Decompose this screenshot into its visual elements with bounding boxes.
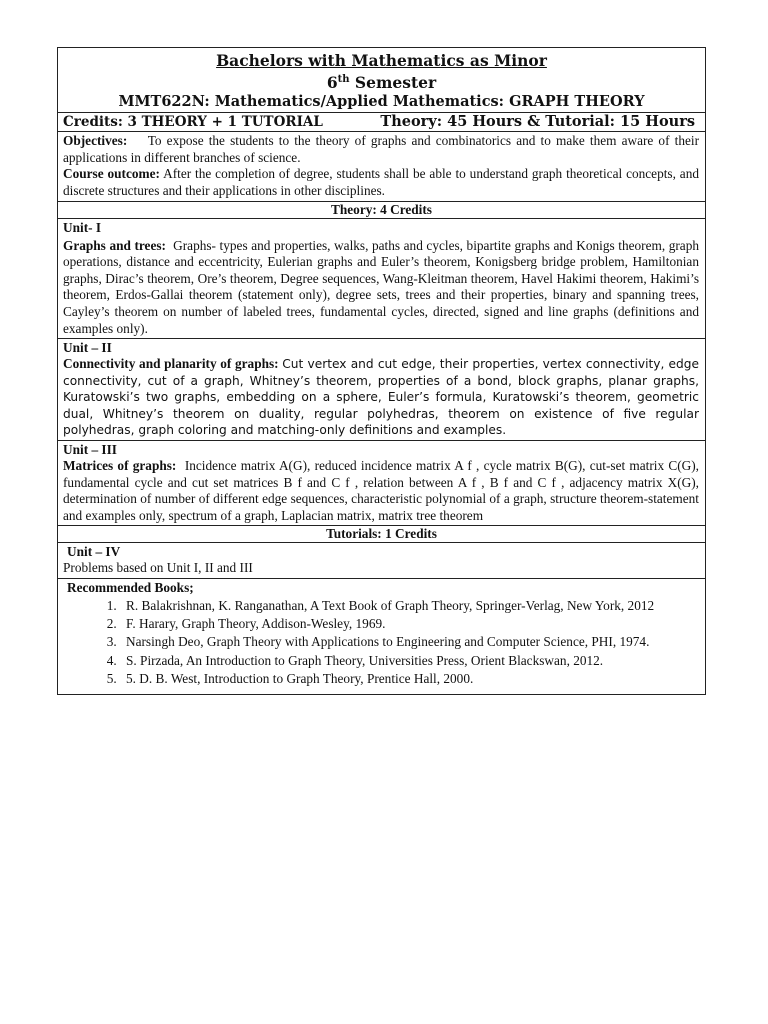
credits-right: Theory: 45 Hours & Tutorial: 15 Hours — [380, 113, 695, 131]
semester-number: 6 — [326, 73, 338, 93]
unit-3-text: Incidence matrix A(G), reduced incidence matrix A f , cycle matrix B(G), cut-set matrix C(G), fundamental cycle and cut set matrices B f and C f , relation between A f , B f and C f , adjacency matrix X(G), determination of number of different edge sequences, characteristic polynomial of a graph, structure theorem-statement and examples only, spectrum of a graph, Laplacian matrix, matrix tree theorem — [63, 458, 699, 523]
tutorial-heading: Tutorials: 1 Credits — [58, 526, 705, 543]
unit-3-block — [58, 441, 705, 526]
unit-4-block — [58, 543, 705, 579]
unit-4-title: Unit – IV — [67, 544, 121, 560]
outcome-paragraph — [63, 166, 699, 199]
unit-2-text: Cut vertex and cut edge, their properties, vertex connectivity, edge connectivity, cut of a graph, Whitney’s theorem, properties of a bond, block graphs, planar graphs, Kuratowski’s two graphs, embedding on a sphere, Euler’s formula, Kuratowski’s theorem, geometric dual, Whitney’s theorem on duality, regular polyhedras, theorem on existence of five regular polyhedras, graph coloring and matching-only definitions and examples. — [63, 357, 700, 438]
semester-title — [58, 70, 705, 92]
program-title-text: Bachelors with Mathematics as Minor — [216, 51, 547, 70]
objectives-label: Objectives: — [63, 133, 128, 149]
unit-3-body — [63, 458, 699, 524]
credits-left: Credits: 3 THEORY + 1 TUTORIAL — [63, 114, 323, 131]
objectives-paragraph — [63, 133, 699, 166]
unit-1-text: Graphs- types and properties, walks, paths and cycles, bipartite graphs and Konigs theorem, graph operations, distance and eccentricity, Eulerian graphs and Euler’s theorem, Konigsberg bridge problem, Hamiltonian graphs, Dirac’s theorem, Ore’s theorem, Degree sequences, Wang-Kleitman theorem, Havel Hakimi theorem, Hakimi’s theorem, Erdos-Gallai theorem (statement only), degree sets, trees and their properties, binary and spanning trees, Cayley’s theorem on number of labeled trees, fundamental cycles, directed, signed and line graphs (definitions and examples only). — [63, 237, 699, 336]
unit-1-title: Unit- I — [63, 219, 102, 235]
outcome-label: Course outcome: — [63, 166, 160, 182]
book-item: 1. R. Balakrishnan, K. Ranganathan, A Text Book of Graph Theory, Springer-Verlag, New York, 2012 — [120, 597, 699, 615]
credits-row — [58, 113, 705, 132]
program-title — [58, 48, 705, 70]
semester-suffix: th — [337, 74, 350, 85]
book-item: 2. F. Harary, Graph Theory, Addison-Wesley, 1969. — [120, 615, 699, 633]
semester-word: Semester — [349, 73, 437, 93]
books-heading: Recommended Books; — [67, 580, 194, 596]
course-code: MMT622N: Mathematics/Applied Mathematics: GRAPH THEORY — [118, 93, 645, 111]
unit-1-body — [63, 238, 699, 338]
unit-2-topic: Connectivity and planarity of graphs: — [63, 356, 279, 372]
unit-4-text: Problems based on Unit I, II and III — [63, 560, 253, 576]
syllabus-table — [57, 47, 706, 695]
theory-heading: Theory: 4 Credits — [58, 202, 705, 219]
unit-2-body — [63, 356, 699, 439]
books-block — [58, 579, 705, 694]
book-item: 3. Narsingh Deo, Graph Theory with Applications to Engineering and Computer Science, PHI, 1974. — [120, 633, 699, 651]
books-list — [67, 597, 699, 688]
unit-1-topic: Graphs and trees: — [63, 237, 166, 253]
unit-2-block — [58, 339, 705, 441]
header-block — [58, 48, 705, 113]
unit-2-title: Unit – II — [63, 340, 112, 356]
book-item: 4. S. Pirzada, An Introduction to Graph Theory, Universities Press, Orient Blackswan, 2012. — [120, 652, 699, 670]
unit-3-title: Unit – III — [63, 442, 117, 458]
objectives-block — [58, 132, 705, 201]
book-item: 5. 5. D. B. West, Introduction to Graph Theory, Prentice Hall, 2000. — [120, 670, 699, 688]
outcome-text: After the completion of degree, students shall be able to understand graph theoretical concepts, and discrete structures and their applications in other disciplines. — [63, 166, 699, 198]
objectives-text: To expose the students to the theory of graphs and combinatorics and to make them aware of their applications in different branches of science. — [63, 133, 699, 165]
unit-1-block — [58, 219, 705, 340]
unit-3-topic: Matrices of graphs: — [63, 458, 177, 474]
